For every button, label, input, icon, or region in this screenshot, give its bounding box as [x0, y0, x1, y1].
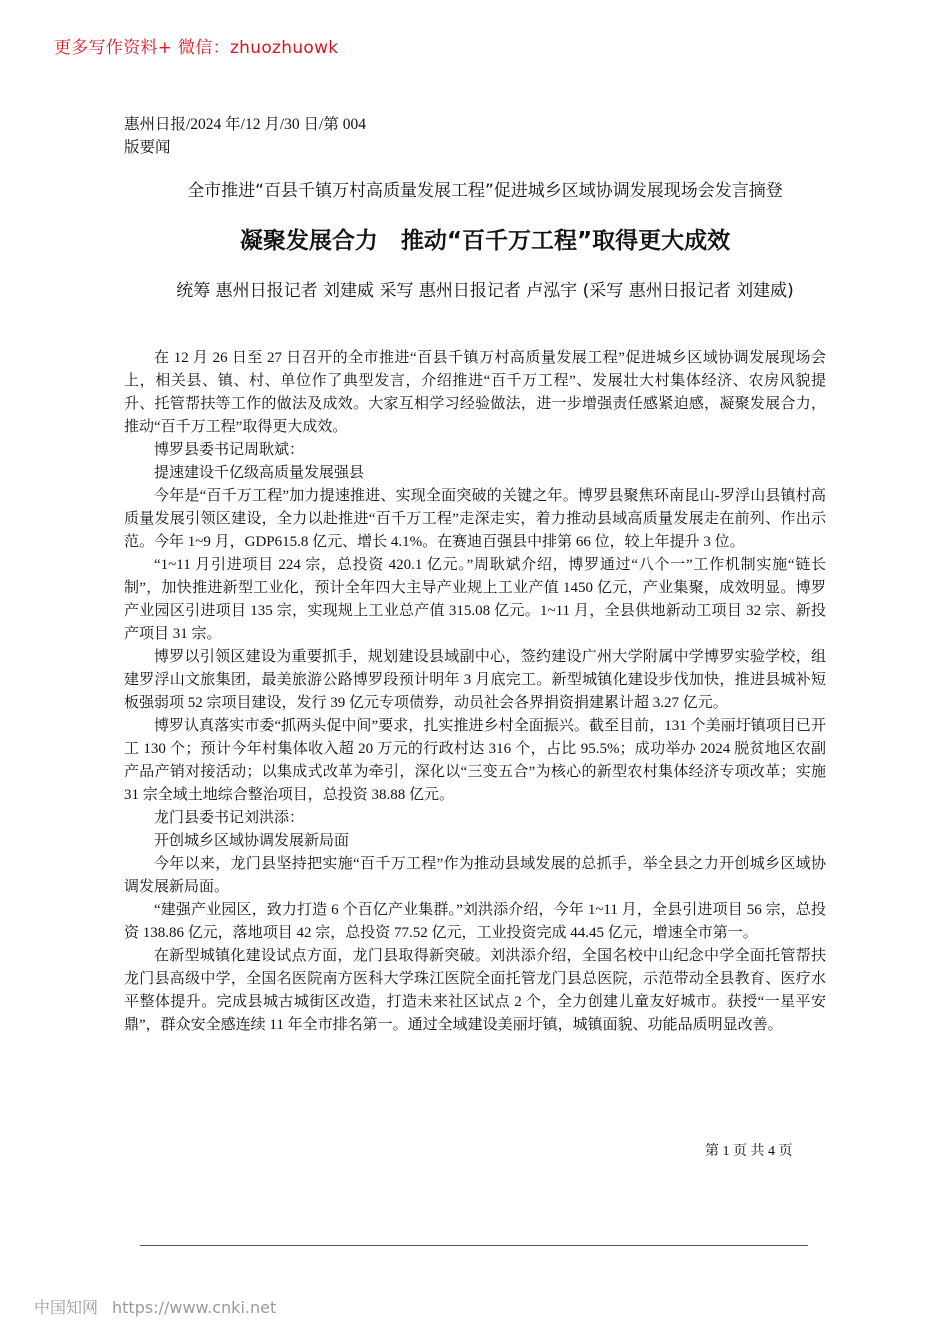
body-paragraph: 今年是“百千万工程”加力提速推进、实现全面突破的关键之年。博罗县聚焦环南昆山-罗浮山县镇村高质量发展引领区建设，全力以赴推进“百千万工程”走深走实，着力推动县域高质量发展走在前列、作出示范。今年 1~9 月，GDP615.8 亿元、增长 4.1%。在赛迪百强县中排第 66 位，较上年提升 3 位。	[124, 488, 826, 550]
body-paragraph: 在新型城镇化建设试点方面，龙门县取得新突破。刘洪添介绍，全国名校中山纪念中学全面托管帮扶龙门县高级中学，全国名医院南方医科大学珠江医院全面托管龙门县总医院，示范带动全县教育、医疗水平整体提升。完成县城古城街区改造，打造未来社区试点 2 个，全力创建儿童友好城市。获授“一星平安鼎”，群众安全感连续 11 年全市排名第一。通过全域建设美丽圩镇，城镇面貌、功能品质明显改善。	[124, 948, 826, 1033]
body-paragraph: 博罗认真落实市委“抓两头促中间”要求，扎实推进乡村全面振兴。截至目前，131 个美丽圩镇项目已开工 130 个；预计今年村集体收入超 20 万元的行政村达 316 个，占比 95.5%；成功举办 2024 脱贫地区农副产品产销对接活动；以集成式改革为牵引，深化以“三变五合”为核心的新型农村集体经济专项改革；实施 31 宗全域土地综合整治项目，总投资 38.88 亿元。	[124, 718, 826, 803]
promo-banner[interactable]: 更多写作资料+ 微信：zhuozhuowk	[54, 38, 339, 58]
article-body	[124, 347, 826, 1037]
section-speaker: 龙门县委书记刘洪添：	[154, 810, 305, 826]
section-heading: 提速建设千亿级高质量发展强县	[154, 465, 365, 481]
body-paragraph: 今年以来，龙门县坚持把实施“百千万工程”作为推动县域发展的总抓手，举全县之力开创城乡区域协调发展新局面。	[124, 856, 826, 895]
body-paragraph: “建强产业园区，致力打造 6 个百亿产业集群。”刘洪添介绍，今年 1~11 月，全县引进项目 56 宗，总投资 138.86 亿元，落地项目 42 宗，总投资 77.52 亿元，工业投资完成 44.45 亿元，增速全市第一。	[124, 902, 826, 941]
body-paragraph: “1~11 月引进项目 224 宗，总投资 420.1 亿元。”周耿斌介绍，博罗通过“八个一”工作机制实施“链长制”，加快推进新型工业化，预计全年四大主导产业规上工业产值 1450 亿元，产业集聚，成效明显。博罗产业园区引进项目 135 宗，实现规上工业总产值 315.08 亿元。1~11 月，全县供地新动工项目 32 宗、新投产项目 31 宗。	[124, 557, 827, 642]
footer-divider	[140, 1245, 808, 1246]
source-info	[124, 113, 366, 159]
watermark-url: https://www.cnki.net	[112, 1298, 277, 1317]
body-paragraph: 在 12 月 26 日至 27 日召开的全市推进“百县千镇万村高质量发展工程”促进城乡区域协调发展现场会上，相关县、镇、村、单位作了典型发言，介绍推进“百千万工程”、发展壮大村集体经济、农房风貌提升、托管帮扶等工作的做法及成效。大家互相学习经验做法，进一步增强责任感紧迫感，凝聚发展合力，推动“百千万工程”取得更大成效。	[124, 350, 826, 435]
section-speaker: 博罗县委书记周耿斌：	[154, 442, 305, 458]
source-line-1: 惠州日报/2024 年/12 月/30 日/第 004	[124, 116, 366, 133]
source-line-2: 版要闻	[124, 139, 171, 156]
cnki-watermark	[34, 1295, 276, 1318]
watermark-brand: 中国知网	[34, 1298, 99, 1317]
section-heading: 开创城乡区域协调发展新局面	[154, 833, 350, 849]
article-subtitle: 全市推进“百县千镇万村高质量发展工程”促进城乡区域协调发展现场会发言摘登	[187, 181, 783, 201]
article-title: 凝聚发展合力 推动“百千万工程”取得更大成效	[239, 228, 731, 254]
article-byline: 统筹 惠州日报记者 刘建威 采写 惠州日报记者 卢泓宇 (采写 惠州日报记者 刘建威)	[176, 281, 794, 301]
page-indicator: 第 1 页 共 4 页	[705, 1144, 793, 1159]
body-paragraph: 博罗以引领区建设为重要抓手，规划建设县域副中心，签约建设广州大学附属中学博罗实验学校，组建罗浮山文旅集团，最美旅游公路博罗段预计明年 3 月底完工。新型城镇化建设步伐加快，推进县城补短板强弱项 52 宗项目建设，发行 39 亿元专项债券，动员社会各界捐资捐建累计超 3.27 亿元。	[124, 649, 826, 711]
